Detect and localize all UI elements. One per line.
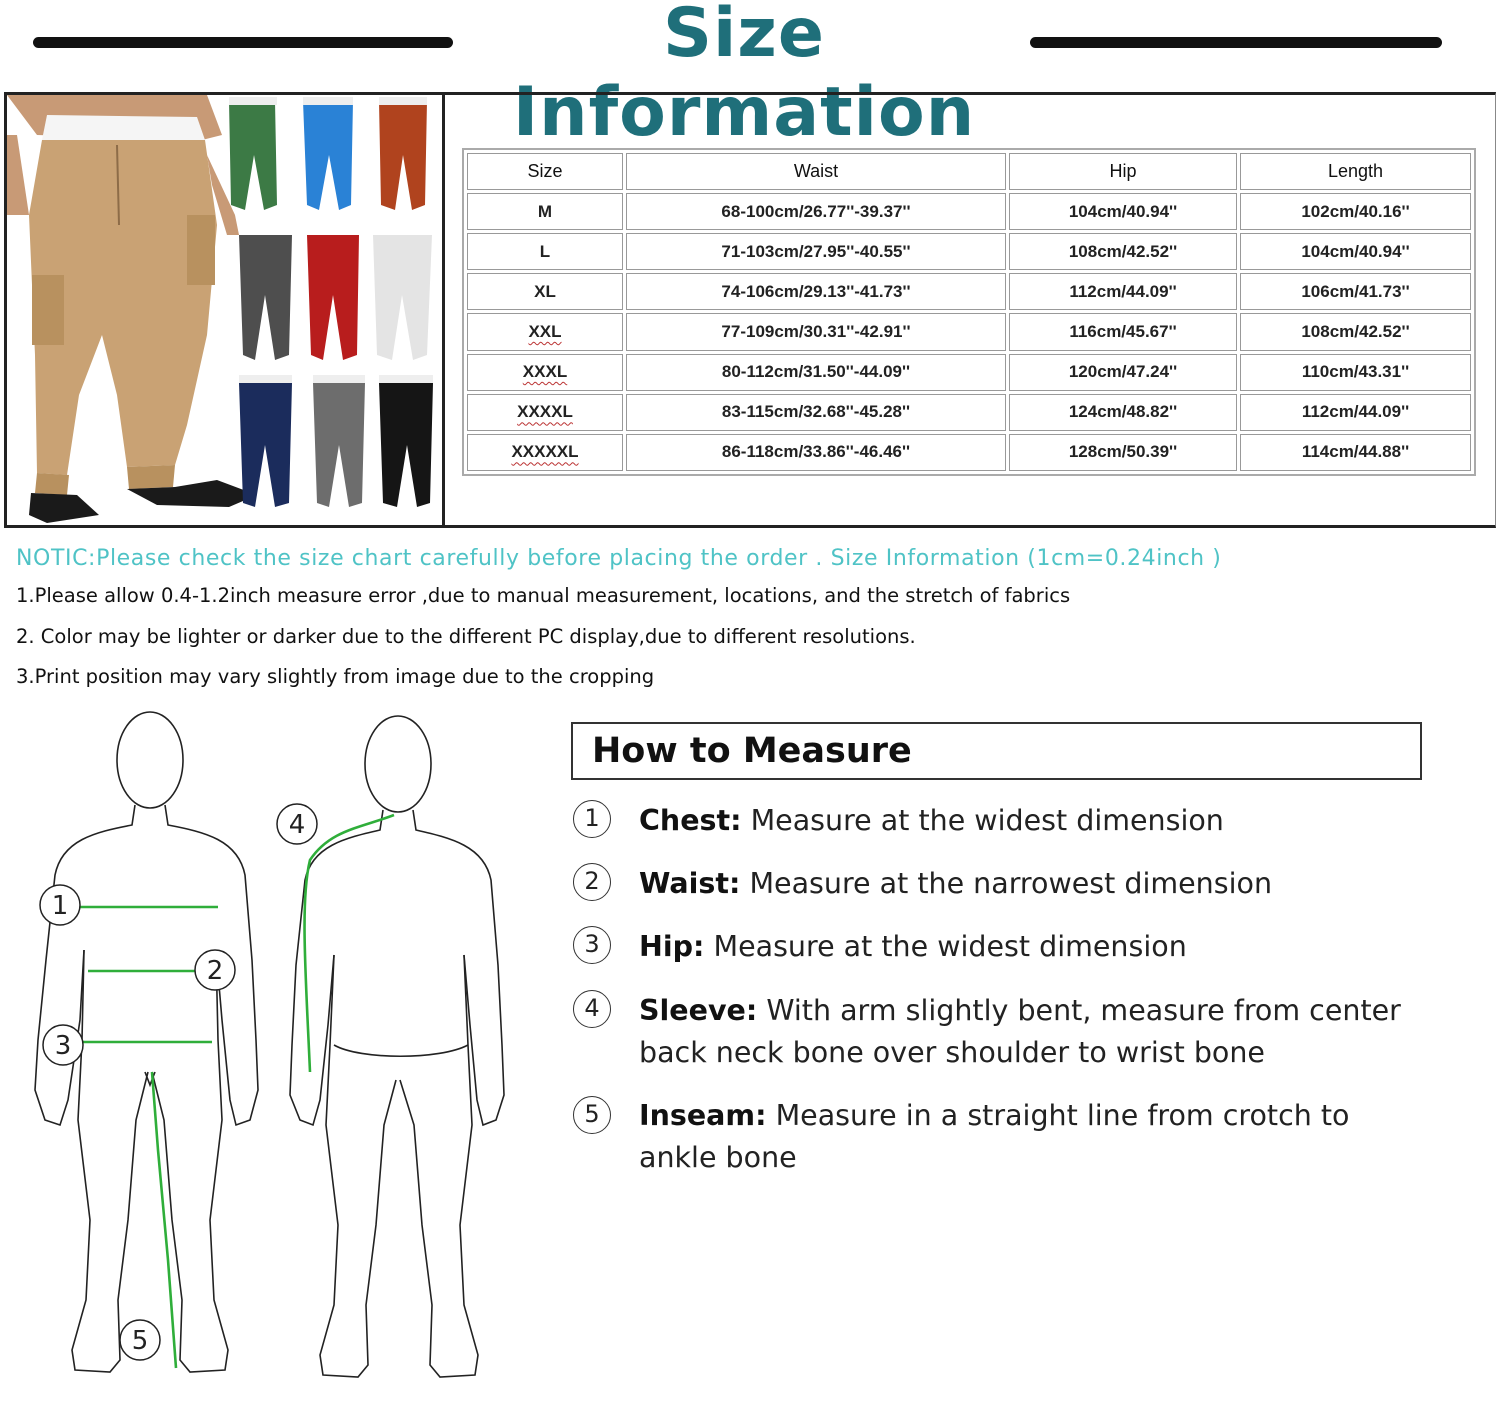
col-header-hip: Hip xyxy=(1009,153,1237,190)
measure-desc: Measure in a straight line from crotch to ankle bone xyxy=(639,1099,1350,1174)
cell-waist: 83-115cm/32.68''-45.28'' xyxy=(626,394,1006,431)
cell-length: 106cm/41.73'' xyxy=(1240,273,1471,310)
measure-number-3: 3 xyxy=(573,926,611,964)
product-photo xyxy=(7,95,445,525)
measure-item-sleeve xyxy=(639,990,1429,1074)
measure-desc: Measure at the narrowest dimension xyxy=(740,867,1273,900)
how-to-measure-header xyxy=(571,722,1422,780)
note-item: 3.Print position may vary slightly from image due to the cropping xyxy=(16,665,655,688)
how-to-measure-title: How to Measure xyxy=(592,731,912,771)
cell-size: XL xyxy=(467,273,623,310)
table-row xyxy=(467,394,1471,431)
measure-item-hip xyxy=(639,926,1429,968)
page-title: Size Information xyxy=(512,0,976,152)
back-body-outline xyxy=(290,716,504,1377)
marker-1-label: 1 xyxy=(51,891,69,921)
cell-hip: 128cm/50.39'' xyxy=(1009,434,1237,471)
col-header-length: Length xyxy=(1240,153,1471,190)
cell-size: M xyxy=(467,193,623,230)
table-row xyxy=(467,354,1471,391)
cell-size: XXL xyxy=(467,313,623,350)
measure-desc: With arm slightly bent, measure from center back neck bone over shoulder to wrist bone xyxy=(639,994,1401,1069)
measure-desc: Measure at the widest dimension xyxy=(704,930,1187,963)
cell-hip: 116cm/45.67'' xyxy=(1009,313,1237,350)
table-row xyxy=(467,313,1471,350)
marker-2-label: 2 xyxy=(206,956,224,986)
cell-waist: 71-103cm/27.95''-40.55'' xyxy=(626,233,1006,270)
measure-item-waist xyxy=(639,863,1429,905)
measure-term: Waist: xyxy=(639,867,741,900)
cell-hip: 104cm/40.94'' xyxy=(1009,193,1237,230)
cell-length: 102cm/40.16'' xyxy=(1240,193,1471,230)
table-row xyxy=(467,434,1471,471)
cell-hip: 124cm/48.82'' xyxy=(1009,394,1237,431)
cell-waist: 86-118cm/33.86''-46.46'' xyxy=(626,434,1006,471)
body-measure-diagram xyxy=(0,700,560,1406)
measure-item-chest xyxy=(639,800,1429,842)
size-chart-table xyxy=(462,148,1476,476)
measure-term: Sleeve: xyxy=(639,994,758,1027)
cell-length: 104cm/40.94'' xyxy=(1240,233,1471,270)
measure-number-4: 4 xyxy=(573,990,611,1028)
cell-waist: 80-112cm/31.50''-44.09'' xyxy=(626,354,1006,391)
pants-color-variants xyxy=(229,97,433,507)
cell-hip: 108cm/42.52'' xyxy=(1009,233,1237,270)
table-row xyxy=(467,233,1471,270)
cell-size: XXXXXL xyxy=(467,434,623,471)
pants-collage-image xyxy=(7,95,445,525)
marker-3-label: 3 xyxy=(54,1031,72,1061)
cell-size: L xyxy=(467,233,623,270)
measure-number-5: 5 xyxy=(573,1096,611,1134)
cell-size: XXXXL xyxy=(467,394,623,431)
cell-length: 112cm/44.09'' xyxy=(1240,394,1471,431)
cell-hip: 112cm/44.09'' xyxy=(1009,273,1237,310)
measure-item-inseam xyxy=(639,1095,1429,1179)
marker-5-label: 5 xyxy=(131,1326,149,1356)
note-item: 1.Please allow 0.4-1.2inch measure error ,due to manual measurement, locations, and the stretch of fabrics xyxy=(16,584,1071,607)
title-rule-right xyxy=(1030,37,1442,48)
measure-term: Hip: xyxy=(639,930,705,963)
measure-number-2: 2 xyxy=(573,863,611,901)
khaki-pants-model xyxy=(7,95,257,525)
cell-length: 108cm/42.52'' xyxy=(1240,313,1471,350)
cell-size: XXXL xyxy=(467,354,623,391)
cell-waist: 77-109cm/30.31''-42.91'' xyxy=(626,313,1006,350)
table-row xyxy=(467,193,1471,230)
col-header-waist: Waist xyxy=(626,153,1006,190)
cell-length: 114cm/44.88'' xyxy=(1240,434,1471,471)
notice-text: NOTIC:Please check the size chart carefully before placing the order . Size Information (1cm=0.24inch ) xyxy=(16,546,1222,571)
measure-number-1: 1 xyxy=(573,800,611,838)
cell-length: 110cm/43.31'' xyxy=(1240,354,1471,391)
cell-waist: 74-106cm/29.13''-41.73'' xyxy=(626,273,1006,310)
note-item: 2. Color may be lighter or darker due to the different PC display,due to different resolutions. xyxy=(16,625,916,648)
measure-term: Inseam: xyxy=(639,1099,767,1132)
title-rule-left xyxy=(33,37,453,48)
table-row xyxy=(467,273,1471,310)
col-header-size: Size xyxy=(467,153,623,190)
table-header-row xyxy=(467,153,1471,190)
cell-waist: 68-100cm/26.77''-39.37'' xyxy=(626,193,1006,230)
cell-hip: 120cm/47.24'' xyxy=(1009,354,1237,391)
measure-term: Chest: xyxy=(639,804,742,837)
measure-desc: Measure at the widest dimension xyxy=(741,804,1224,837)
marker-4-label: 4 xyxy=(288,810,306,840)
